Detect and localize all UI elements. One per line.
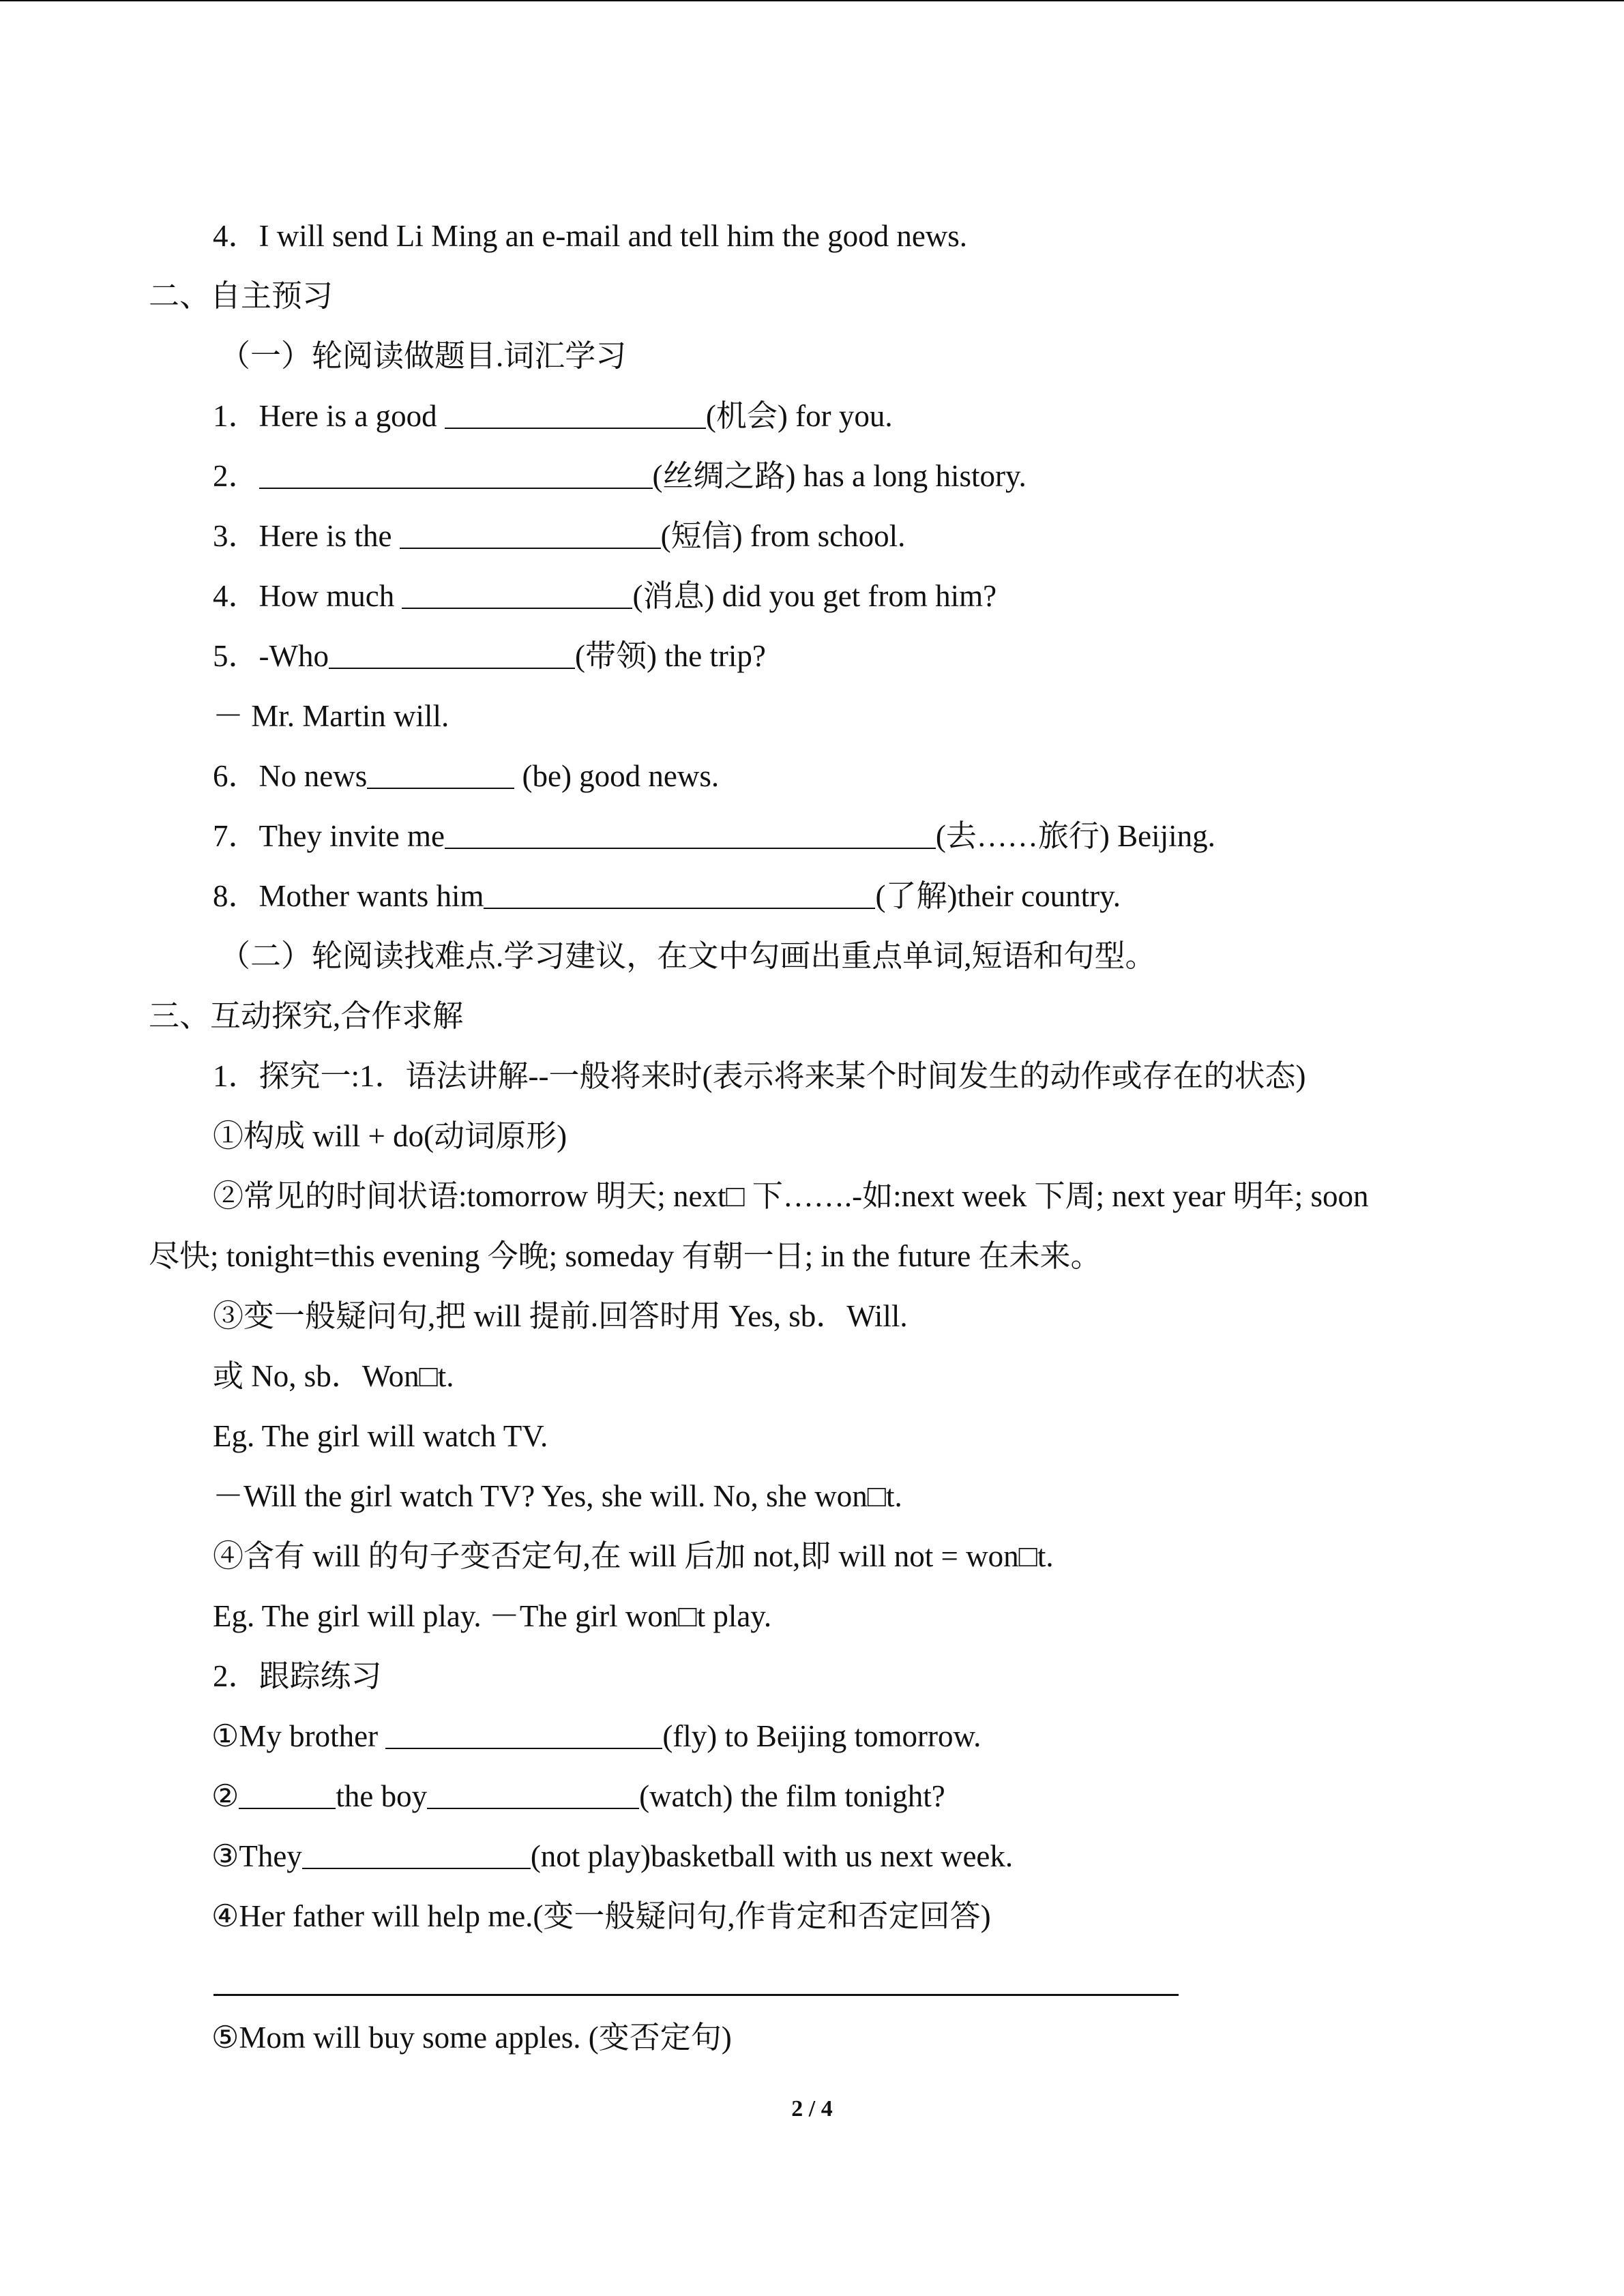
vocab-2-blank[interactable] (259, 460, 653, 489)
vocab-2-suffix: (丝绸之路) has a long history. (652, 459, 1027, 493)
grammar-example-1: Eg. The girl will watch TV. (213, 1419, 548, 1453)
grammar-rule-1: ①构成 will + do(动词原形) (213, 1119, 567, 1153)
practice-2-suffix: (watch) the film tonight? (639, 1779, 945, 1813)
page-top-border (0, 0, 1624, 1)
practice-1-prefix: ①My brother (211, 1719, 386, 1753)
page-number: 2 / 4 (791, 2096, 833, 2121)
grammar-rule-3: ③变一般疑问句,把 will 提前.回答时用 Yes, sb．Will. (213, 1299, 908, 1333)
practice-3-prefix: ③They (211, 1839, 302, 1873)
vocab-6-blank[interactable] (367, 760, 514, 789)
subsection-1-heading: （一）轮阅读做题目.词汇学习 (220, 339, 627, 373)
grammar-example-1-answer: －Will the girl watch TV? Yes, she will. No, she won□t. (213, 1479, 902, 1513)
vocab-item-5 (213, 637, 766, 675)
section-2-heading: 二、自主预习 (149, 279, 334, 313)
section-3-heading: 三、互动探究,合作求解 (149, 999, 464, 1033)
grammar-rule-4: ④含有 will 的句子变否定句,在 will 后加 not,即 will not = won□t. (213, 1539, 1054, 1573)
vocab-6-prefix: 6．No news (213, 759, 368, 793)
vocab-item-5-answer: － Mr. Martin will. (213, 699, 449, 733)
practice-1-suffix: (fly) to Beijing tomorrow. (662, 1719, 981, 1753)
grammar-example-2: Eg. The girl will play. －The girl won□t play. (213, 1599, 772, 1633)
subsection-2-heading: （二）轮阅读找难点.学习建议，在文中勾画出重点单词,短语和句型。 (220, 939, 1156, 973)
vocab-7-prefix: 7．They invite me (213, 819, 445, 853)
vocab-item-4 (213, 577, 996, 615)
vocab-5-suffix: (带领) the trip? (574, 639, 766, 673)
vocab-6-suffix: (be) good news. (514, 759, 720, 793)
practice-2-prefix: ② (211, 1779, 239, 1813)
vocab-1-prefix: 1．Here is a good (213, 399, 445, 433)
vocab-2-prefix: 2． (213, 459, 259, 493)
vocab-4-suffix: (消息) did you get from him? (632, 579, 997, 613)
vocab-7-suffix: (去……旅行) Beijing. (935, 819, 1215, 853)
vocab-item-2 (213, 457, 1027, 495)
vocab-1-blank[interactable] (445, 400, 706, 429)
vocab-1-suffix: (机会) for you. (705, 399, 893, 433)
vocab-8-blank[interactable] (484, 880, 875, 909)
vocab-7-blank[interactable] (445, 820, 936, 849)
vocab-item-1 (213, 397, 893, 435)
practice-item-2 (211, 1777, 945, 1815)
vocab-item-6 (213, 757, 719, 795)
grammar-rule-3-cont: 或 No, sb．Won□t. (213, 1359, 454, 1393)
practice-item-1 (211, 1717, 981, 1755)
practice-3-blank[interactable] (302, 1840, 531, 1869)
vocab-5-blank[interactable] (329, 640, 575, 669)
grammar-intro: 1．探究一:1．语法讲解--一般将来时(表示将来某个时间发生的动作或存在的状态) (213, 1059, 1306, 1093)
practice-heading: 2．跟踪练习 (213, 1659, 382, 1693)
vocab-4-blank[interactable] (402, 580, 632, 609)
grammar-rule-2: ②常见的时间状语:tomorrow 明天; next□ 下…….-如:next week 下周; next year 明年; soon (213, 1179, 1369, 1213)
vocab-5-prefix: 5．-Who (213, 639, 329, 673)
grammar-rule-2-cont: 尽快; tonight=this evening 今晚; someday 有朝一日; in the future 在未来。 (149, 1239, 1102, 1273)
vocab-8-suffix: (了解)their country. (875, 879, 1121, 913)
vocab-3-suffix: (短信) from school. (660, 519, 906, 553)
practice-1-blank[interactable] (385, 1720, 662, 1749)
vocab-item-3 (213, 517, 905, 555)
vocab-item-7 (213, 817, 1215, 855)
vocab-4-prefix: 4．How much (213, 579, 402, 613)
practice-2-middle: the boy (336, 1779, 428, 1813)
vocab-3-prefix: 3．Here is the (213, 519, 400, 553)
practice-2-blank-1[interactable] (239, 1780, 336, 1809)
vocab-3-blank[interactable] (400, 520, 661, 549)
practice-2-blank-2[interactable] (427, 1780, 639, 1809)
sentence-4: 4．I will send Li Ming an e-mail and tell him the good news. (213, 219, 968, 253)
practice-item-5: ⑤Mom will buy some apples. (变否定句) (211, 2021, 732, 2055)
vocab-item-8 (213, 877, 1121, 915)
practice-item-3 (211, 1837, 1013, 1875)
vocab-8-prefix: 8．Mother wants him (213, 879, 484, 913)
practice-4-answer-line[interactable] (213, 1994, 1179, 1996)
practice-item-4: ④Her father will help me.(变一般疑问句,作肯定和否定回答) (211, 1899, 991, 1933)
practice-3-suffix: (not play)basketball with us next week. (530, 1839, 1014, 1873)
